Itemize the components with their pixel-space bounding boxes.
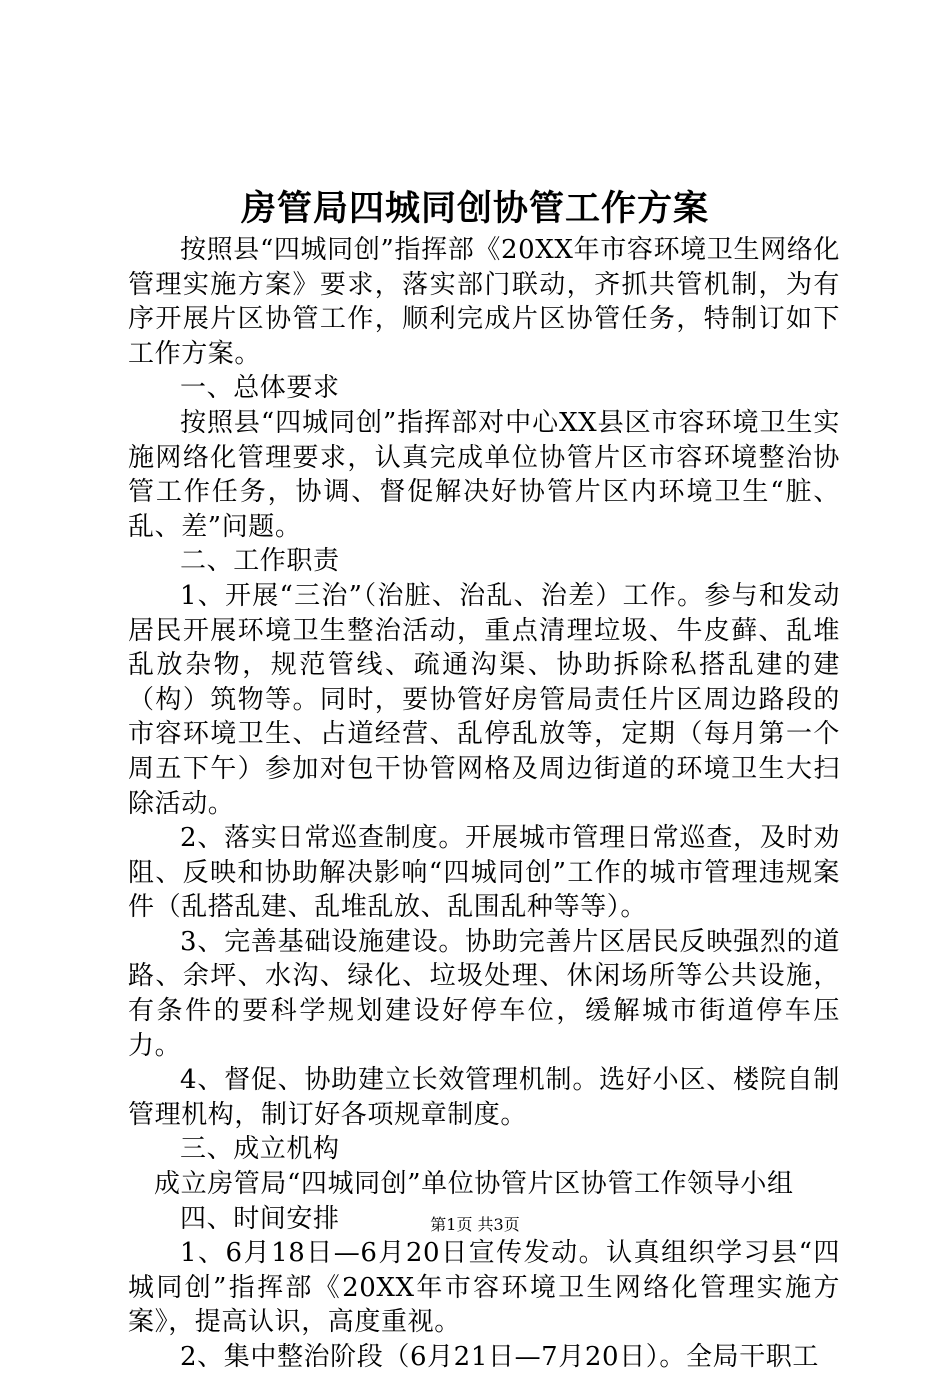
organization-paragraph: 成立房管局“四城同创”单位协管片区协管工作领导小组 (154, 1169, 794, 1200)
intro-paragraph: 按照县“四城同创”指挥部《20XX年市容环境卫生网络化管理实施方案》要求，落实部门联动，齐抓共管机制，为有序开展片区协管工作，顺利完成片区协管任务，特制订如下工作方案。 (128, 235, 840, 369)
schedule-item-2: 2、集中整治阶段（6月21日—7月20日）。全局干职工 (180, 1342, 819, 1372)
section-heading-duties: 二、工作职责 (180, 546, 340, 577)
overall-requirements-paragraph: 按照县“四城同创”指挥部对中心XX县区市容环境卫生实施网络化管理要求，认真完成单位协管片区市容环境整治协管工作任务，协调、督促解决好协管片区内环境卫生“脏、乱、差”问题。 (128, 407, 840, 542)
duty-item-1: 1、开展“三治”（治脏、治乱、治差）工作。参与和发动居民开展环境卫生整治活动，重点清理垃圾、牛皮藓、乱堆乱放杂物，规范管线、疏通沟渠、协助拆除私搭乱建的建（构）筑物等。同时，要协管好房管局责任片区周边路段的市容环境卫生、占道经营、乱停乱放等，定期（每月第一个周五下午）参加对包干协管网格及周边街道的环境卫生大扫除活动。 (128, 580, 840, 819)
schedule-item-1: 1、6月18日—6月20日宣传发动。认真组织学习县“四城同创”指挥部《20XX年市容环境卫生网络化管理实施方案》，提高认识，高度重视。 (128, 1238, 840, 1338)
section-heading-organization: 三、成立机构 (180, 1134, 340, 1165)
page-number-footer: 第1页 共3页 (430, 1215, 520, 1234)
document-title: 房管局四城同创协管工作方案 (240, 188, 709, 229)
document-body (128, 233, 840, 1375)
section-heading-overall-requirements: 一、总体要求 (180, 373, 340, 404)
section-heading-schedule: 四、时间安排 (180, 1203, 340, 1234)
duty-item-2: 2、落实日常巡查制度。开展城市管理日常巡查，及时劝阻、反映和协助解决影响“四城同创”工作的城市管理违规案件（乱搭乱建、乱堆乱放、乱围乱种等等）。 (128, 823, 840, 923)
duty-item-4: 4、督促、协助建立长效管理机制。选好小区、楼院自制管理机构，制订好各项规章制度。 (128, 1065, 840, 1130)
duty-item-3: 3、完善基础设施建设。协助完善片区居民反映强烈的道路、余坪、水沟、绿化、垃圾处理、休闲场所等公共设施，有条件的要科学规划建设好停车位，缓解城市街道停车压力。 (128, 926, 840, 1061)
